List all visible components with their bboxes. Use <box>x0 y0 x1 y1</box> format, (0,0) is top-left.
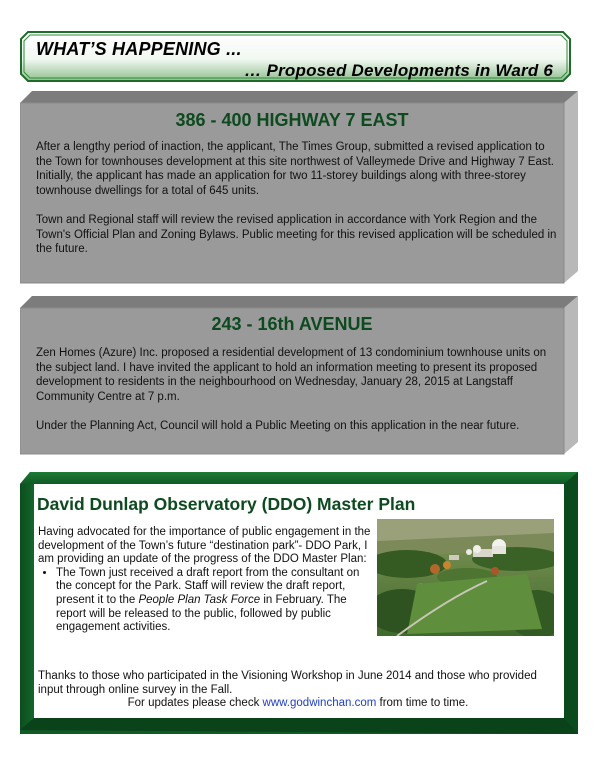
bullet-text: The Town just received a draft report from the consultant on the concept for the Park. Staff will review the draft report, present it to the <box>56 566 360 606</box>
paragraph: Under the Planning Act, Council will hold a Public Meeting on this application in the near future. <box>36 419 520 432</box>
paragraph: Town and Regional staff will review the revised application in accordance with York Region and the Town's Official Plan and Zoning Bylaws. Public meeting for this revised application will be scheduled in the future. <box>36 213 557 256</box>
header-banner <box>20 31 571 82</box>
ddo-thanks: Thanks to those who participated in the Visioning Workshop in June 2014 and those who provided input through online survey in the Fall. <box>38 670 537 696</box>
paragraph: After a lengthy period of inaction, the applicant, The Times Group, submitted a revised application to the Town for townhouses development at this site northwest of Valleymede Drive and Highway 7 East. Initially, the applicant has made an application for two 11-storey buildings along with three-storey townhouse dwellings for a total of 645 units. <box>36 141 554 197</box>
panel-body <box>36 140 558 257</box>
banner-subheading: … Proposed Developments in Ward 6 <box>244 61 553 80</box>
ddo-updates-line <box>38 697 558 711</box>
updates-text: For updates please check <box>127 697 263 710</box>
updates-text-end: from time to time. <box>376 697 469 710</box>
panel-body <box>36 346 562 434</box>
list-item <box>56 567 378 635</box>
development-panel-16th-avenue <box>20 296 578 456</box>
ddo-intro: Having advocated for the importance of public engagement in the development of the Town’s future “destination park”- DDO Park, I am providing an update of the progress of the DDO Master Plan: <box>38 526 371 566</box>
observatory-aerial-photo <box>377 519 554 636</box>
ddo-bullet-list <box>38 567 378 635</box>
banner-heading: WHAT’S HAPPENING ... <box>36 39 242 59</box>
website-link[interactable]: www.godwinchan.com <box>262 697 377 710</box>
bullet-text-end: in February. The report will be released to the public, followed by public engagement activities. <box>56 593 347 634</box>
development-panel-highway-7 <box>20 91 578 285</box>
ddo-master-plan-box <box>20 472 578 734</box>
paragraph: Zen Homes (Azure) Inc. proposed a residential development of 13 condominium townhouse units on the subject land. I have invited the applicant to hold an information meeting to present its proposed development to residents in the neighbourhood on Wednesday, January 28, 2015 at Langstaff Community Centre at 7 p.m. <box>36 347 547 403</box>
bullet-emphasis: People Plan Task Force <box>138 593 261 606</box>
ddo-footer <box>38 670 558 711</box>
ddo-description <box>38 526 378 635</box>
panel-title: 243 - 16th AVENUE <box>211 314 373 334</box>
ddo-title: David Dunlap Observatory (DDO) Master Plan <box>37 494 416 514</box>
panel-title: 386 - 400 HIGHWAY 7 EAST <box>175 110 409 130</box>
